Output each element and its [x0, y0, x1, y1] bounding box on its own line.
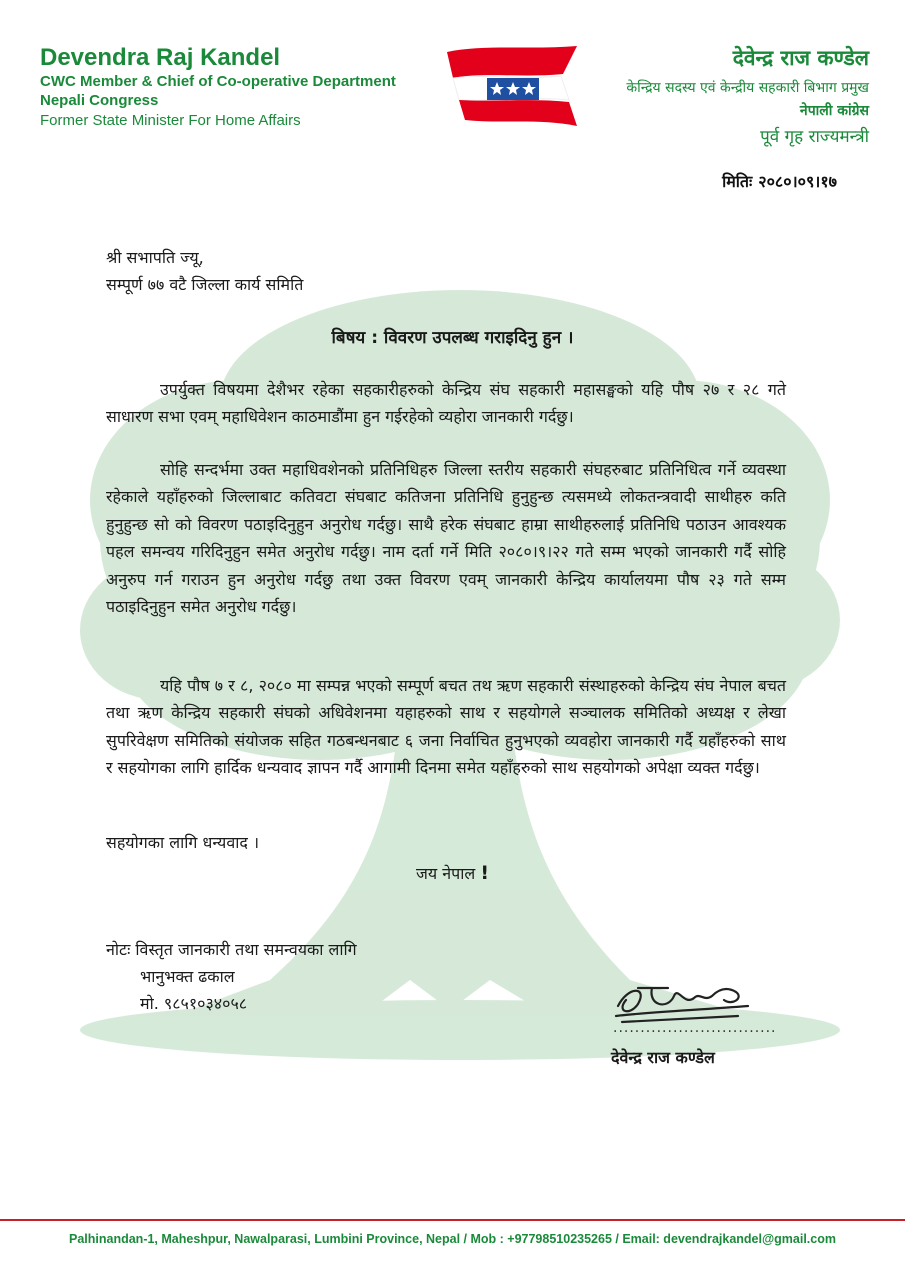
note-contact-name: भानुभक्त ढकाल: [140, 967, 235, 986]
body-paragraph-3: यहि पौष ७ र ८, २०८० मा सम्पन्न भएको सम्पूर्ण बचत तथ ऋण सहकारी संस्थाहरुको केन्द्रिय संघ नेपाल बचत तथा ऋण केन्द्रिय सहकारी संघको अधिवेशनमा यहाहरुको साथ र सहयोगले सञ्चालक समितिको अध्यक्ष र लेखा सुपरिवेक्षण समितिको संयोजक सहित गठबन्धनबाट ६ जना निर्वाचित हुनुभएको व्यवहोरा जानकारी गर्दै यहाँहरुको साथ र सहयोगका लागि हार्दिक धन्यवाद ज्ञापन गर्दै आगामी दिनमा समेत यहाँहरुको साथ सहयोगको अपेक्षा व्यक्त गर्दछु।: [106, 676, 786, 778]
footer-divider: [0, 1219, 905, 1221]
recipient-line-1: श्री सभापति ज्यू,: [106, 248, 204, 267]
letter-subject: बिषय : विवरण उपलब्ध गराइदिनु हुन ।: [331, 328, 574, 348]
sender-title-np: केन्द्रिय सदस्य एवं केन्द्रीय सहकारी बिभाग प्रमुख: [626, 80, 869, 96]
footer-contact: Palhinandan-1, Maheshpur, Nawalparasi, Lumbini Province, Nepal / Mob : +9779851023526​5 / Email: devendrajkandel@gmail.com: [69, 1232, 836, 1246]
body-paragraph-1: उपर्युक्त विषयमा देशैभर रहेका सहकारीहरुको केन्द्रिय संघ सहकारी महासङ्घको यहि पौष २७ र २८ गते साधारण सभा एवम् महाधिवेशन काठमाडौंमा हुन गईरहेको व्यहोरा जानकारी गर्दछु।: [106, 380, 786, 427]
sender-name-np: देवेन्द्र राज कण्डेल: [732, 46, 869, 70]
date-value: २०८०।०९।१७: [758, 172, 837, 191]
sender-former-role-en: Former State Minister For Home Affairs: [40, 112, 301, 129]
thanks-line: सहयोगका लागि धन्यवाद ।: [106, 833, 260, 852]
sender-party-en: Nepali Congress: [40, 92, 159, 109]
body-paragraph-2: सोहि सन्दर्भमा उक्त महाधिवशेनको प्रतिनिधिहरु जिल्ला स्तरीय सहकारी संघहरुबाट प्रतिनिधित्व गर्ने व्यवस्था रहेकाले यहाँहरुको जिल्लाबाट कतिवटा संघबाट कतिजना प्रतिनिधि हुनुहुन्छ त्यसमध्ये लोकतन्त्रवादी साथीहरु कति हुनुहुन्छ सो को विवरण पठाइदिनुहुन अनुरोध गर्दछु। साथै हरेक संघबाट हाम्रा साथीहरुलाई प्रतिनिधि पठाउन आवश्यक पहल समन्वय गरिदिनुहुन समेत अनुरोध गर्दछु। नाम दर्ता गर्ने मिति २०८०।९।२२ गते सम्म भएको जानकारी गर्दै सोहि अनुरुप गर्न गराउन हुन अनुरोध गर्दछु तथा उक्त विवरण एवम् जानकारी केन्द्रिय कार्यालयमा पौष २३ गते सम्म पठाइदिनुहुन समेत अनुरोध गर्दछु।: [106, 460, 786, 617]
note-contact-mobile: मो. ९८५१०३४०५८: [140, 994, 248, 1013]
signature-line: ..............................: [613, 1020, 777, 1036]
party-flag-logo: [443, 44, 581, 128]
date-label: मितिः: [722, 172, 753, 191]
sender-name-en: Devendra Raj Kandel: [40, 44, 281, 71]
sender-former-role-np: पूर्व गृह राज्यमन्त्री: [760, 127, 869, 147]
note-label: नोटः विस्तृत जानकारी तथा समन्वयका लागि: [106, 940, 357, 959]
recipient-line-2: सम्पूर्ण ७७ वटै जिल्ला कार्य समिति: [106, 275, 304, 294]
signatory-name: देवेन्द्र राज कण्डेल: [611, 1048, 715, 1067]
sender-party-np: नेपाली कांग्रेस: [799, 103, 869, 119]
closing-jay-nepal: जय नेपाल !: [416, 862, 489, 884]
letter-date: [722, 170, 837, 192]
sender-title-en: CWC Member & Chief of Co-operative Department: [40, 73, 396, 90]
